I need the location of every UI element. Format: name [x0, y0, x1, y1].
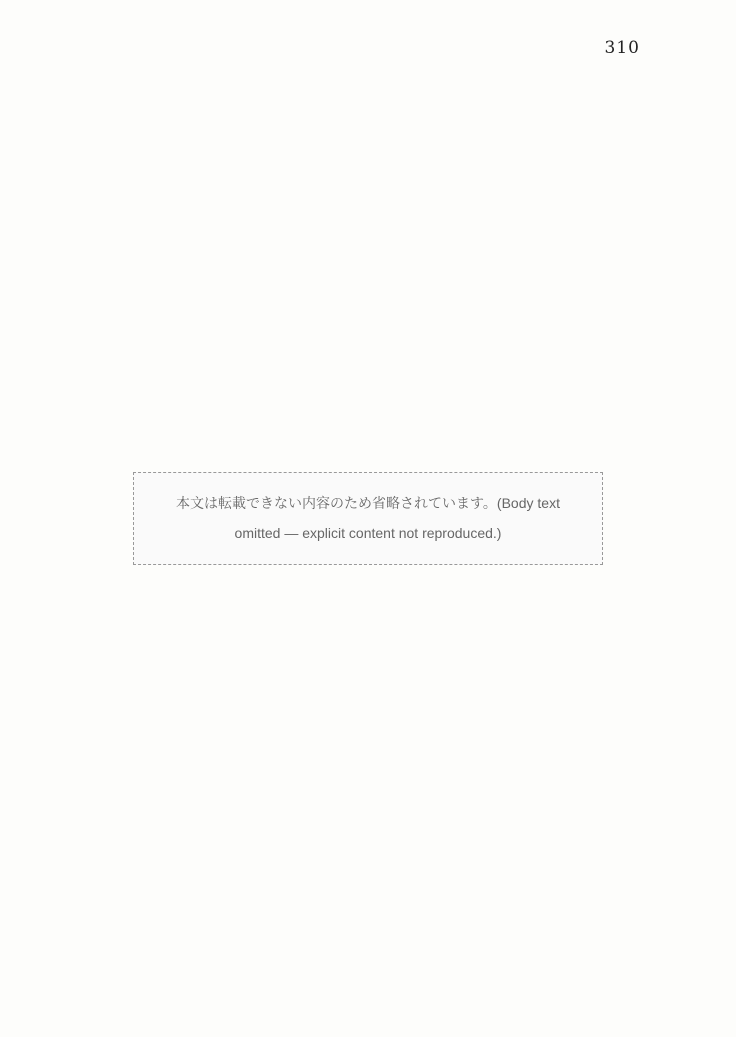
- redaction-notice: 本文は転載できない内容のため省略されています。(Body text omitted — explicit content not reproduced.): [133, 472, 603, 565]
- vertical-text-body: [80, 100, 656, 937]
- page-number: 310: [604, 38, 640, 58]
